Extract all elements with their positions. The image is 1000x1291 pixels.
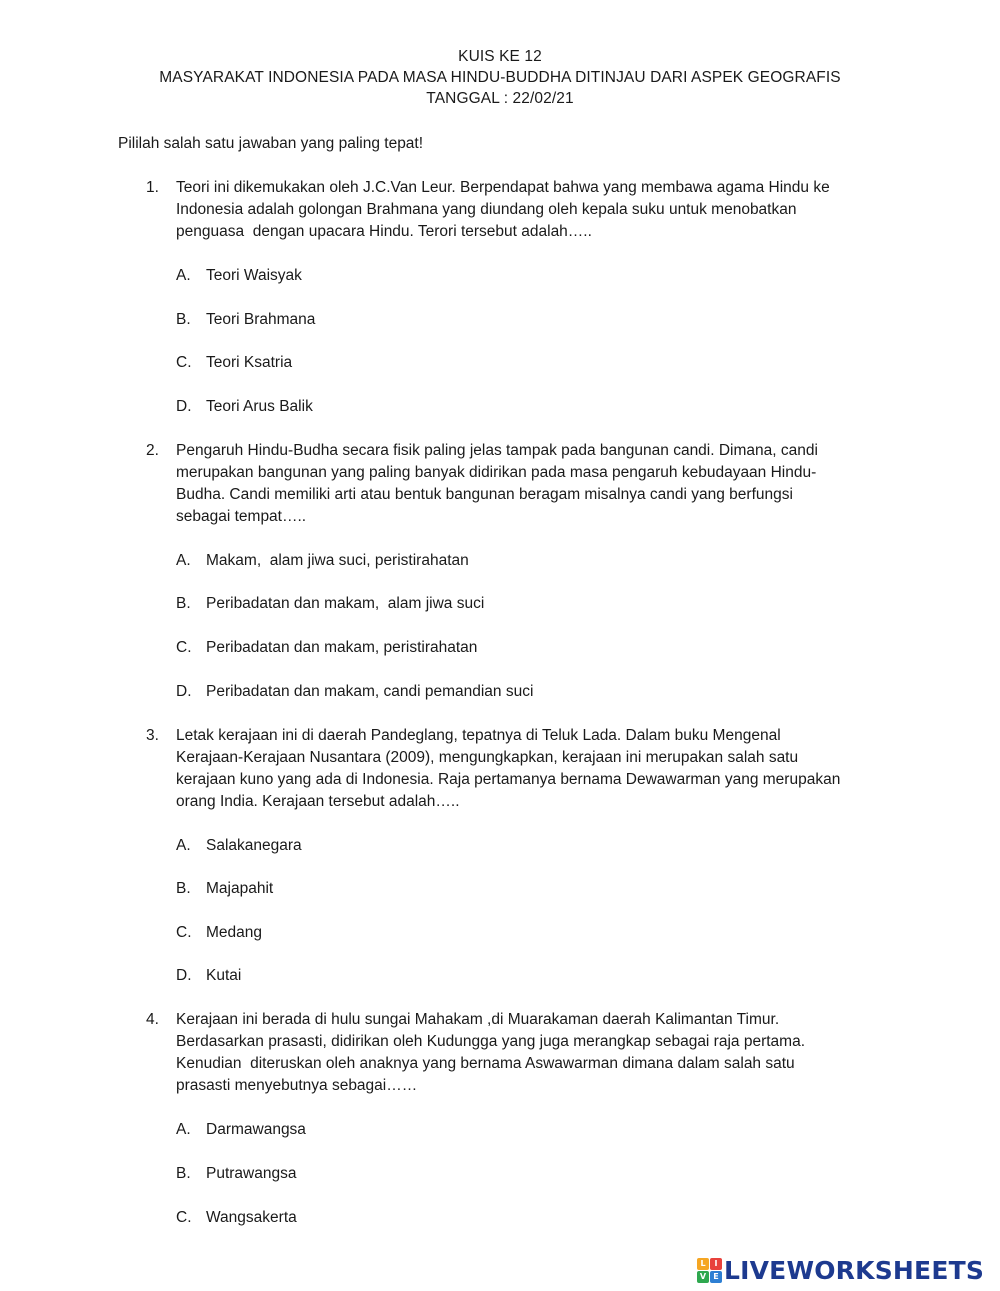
question-number: 3. bbox=[146, 726, 159, 744]
answer-option-b[interactable] bbox=[176, 309, 886, 331]
option-text: Makam, alam jiwa suci, peristirahatan bbox=[206, 551, 469, 569]
question-4 bbox=[146, 1009, 886, 1228]
question-2 bbox=[146, 440, 886, 703]
liveworksheets-logo bbox=[697, 1254, 984, 1286]
answer-option-c[interactable] bbox=[176, 352, 886, 374]
question-text-line: Teori ini dikemukakan oleh J.C.Van Leur. Berpendapat bahwa yang membawa agama Hindu ke bbox=[176, 179, 830, 196]
question-number: 2. bbox=[146, 441, 159, 459]
question-text-line: Kerajaan ini berada di hulu sungai Mahakam ,di Muarakaman daerah Kalimantan Timur. bbox=[176, 1011, 780, 1029]
logo-text: LIVEWORKSHEETS bbox=[724, 1255, 985, 1285]
question-text-line: Kerajaan-Kerajaan Nusantara (2009), mengungkapkan, kerajaan ini merupakan salah satu bbox=[176, 748, 799, 766]
question-text bbox=[176, 177, 881, 243]
question-text-line: Pengaruh Hindu-Budha secara fisik paling jelas tampak pada bangunan candi. Dimana, candi bbox=[176, 441, 818, 459]
question-list bbox=[146, 177, 886, 1251]
option-text: Putrawangsa bbox=[206, 1164, 297, 1182]
question-text-line: Kenudian diteruskan oleh anaknya yang bernama Aswawarman dimana dalam salah satu bbox=[176, 1055, 795, 1073]
question-text bbox=[176, 440, 881, 528]
option-letter: C. bbox=[176, 354, 192, 372]
answer-option-d[interactable] bbox=[176, 681, 886, 703]
answer-options bbox=[176, 265, 886, 418]
question-text-line: orang India. Kerajaan tersebut adalah….. bbox=[176, 792, 460, 810]
option-letter: A. bbox=[176, 1121, 191, 1139]
answer-option-a[interactable] bbox=[176, 835, 886, 857]
option-text: Teori Arus Balik bbox=[206, 397, 313, 415]
option-letter: C. bbox=[176, 1208, 192, 1226]
question-text bbox=[176, 725, 881, 813]
option-text: Teori Brahmana bbox=[206, 310, 316, 328]
worksheet-header bbox=[0, 46, 1000, 109]
answer-option-b[interactable] bbox=[176, 1163, 886, 1185]
question-text-line: prasasti menyebutnya sebagai…… bbox=[176, 1077, 418, 1095]
question-text-line: Berdasarkan prasasti, didirikan oleh Kudungga yang juga merangkap sebagai raja pertama. bbox=[176, 1033, 806, 1051]
question-number: 1. bbox=[146, 179, 159, 196]
option-letter: A. bbox=[176, 551, 191, 569]
logo-block-v: V bbox=[697, 1271, 709, 1283]
question-text-line: kerajaan kuno yang ada di Indonesia. Raja pertamanya bernama Dewawarman yang merupakan bbox=[176, 770, 841, 788]
option-text: Salakanegara bbox=[206, 836, 302, 854]
logo-block-l: L bbox=[697, 1258, 709, 1270]
option-text: Darmawangsa bbox=[206, 1121, 306, 1139]
question-text bbox=[176, 1009, 881, 1097]
option-text: Peribadatan dan makam, alam jiwa suci bbox=[206, 595, 485, 613]
answer-option-d[interactable] bbox=[176, 965, 886, 987]
option-letter: C. bbox=[176, 638, 192, 656]
option-text: Medang bbox=[206, 923, 263, 941]
option-text: Peribadatan dan makam, peristirahatan bbox=[206, 638, 478, 656]
question-text-line: sebagai tempat….. bbox=[176, 507, 307, 525]
question-text-line: penguasa dengan upacara Hindu. Terori tersebut adalah….. bbox=[176, 223, 592, 240]
logo-block-i: I bbox=[710, 1258, 722, 1270]
quiz-title: MASYARAKAT INDONESIA PADA MASA HINDU-BUDDHA DITINJAU DARI ASPEK GEOGRAFIS bbox=[159, 69, 841, 86]
question-text-line: merupakan bangunan yang paling banyak didirikan pada masa pengaruh kebudayaan Hindu- bbox=[176, 463, 817, 481]
option-letter: B. bbox=[176, 1164, 191, 1182]
option-text: Teori Ksatria bbox=[206, 354, 293, 372]
option-letter: A. bbox=[176, 836, 191, 854]
question-text-line: Indonesia adalah golongan Brahmana yang diundang oleh kepala suku untuk menobatkan bbox=[176, 201, 797, 218]
answer-option-c[interactable] bbox=[176, 1207, 886, 1229]
answer-option-d[interactable] bbox=[176, 396, 886, 418]
quiz-number: KUIS KE 12 bbox=[458, 48, 542, 65]
question-number: 4. bbox=[146, 1011, 159, 1029]
instruction-text: Pililah salah satu jawaban yang paling tepat! bbox=[118, 135, 424, 152]
option-text: Teori Waisyak bbox=[206, 267, 302, 284]
option-text: Wangsakerta bbox=[206, 1208, 297, 1226]
question-1 bbox=[146, 177, 886, 418]
option-text: Kutai bbox=[206, 967, 242, 985]
question-3 bbox=[146, 725, 886, 988]
answer-options bbox=[176, 550, 886, 703]
option-letter: B. bbox=[176, 595, 191, 613]
option-letter: B. bbox=[176, 310, 191, 328]
answer-options bbox=[176, 1119, 886, 1228]
logo-block-e: E bbox=[710, 1271, 722, 1283]
answer-options bbox=[176, 835, 886, 988]
option-letter: D. bbox=[176, 682, 192, 700]
option-letter: B. bbox=[176, 880, 191, 898]
answer-option-c[interactable] bbox=[176, 922, 886, 944]
question-text-line: Budha. Candi memiliki arti atau bentuk bangunan beragam misalnya candi yang berfungsi bbox=[176, 485, 793, 503]
answer-option-c[interactable] bbox=[176, 637, 886, 659]
option-text: Peribadatan dan makam, candi pemandian suci bbox=[206, 682, 534, 700]
answer-option-a[interactable] bbox=[176, 1119, 886, 1141]
answer-option-b[interactable] bbox=[176, 593, 886, 615]
logo-blocks-icon bbox=[697, 1258, 722, 1283]
option-letter: C. bbox=[176, 923, 192, 941]
option-text: Majapahit bbox=[206, 880, 274, 898]
option-letter: D. bbox=[176, 967, 192, 985]
quiz-date: TANGGAL : 22/02/21 bbox=[426, 90, 574, 107]
answer-option-a[interactable] bbox=[176, 550, 886, 572]
question-text-line: Letak kerajaan ini di daerah Pandeglang, tepatnya di Teluk Lada. Dalam buku Mengenal bbox=[176, 726, 781, 744]
answer-option-b[interactable] bbox=[176, 878, 886, 900]
option-letter: A. bbox=[176, 267, 191, 284]
answer-option-a[interactable] bbox=[176, 265, 886, 287]
option-letter: D. bbox=[176, 397, 192, 415]
